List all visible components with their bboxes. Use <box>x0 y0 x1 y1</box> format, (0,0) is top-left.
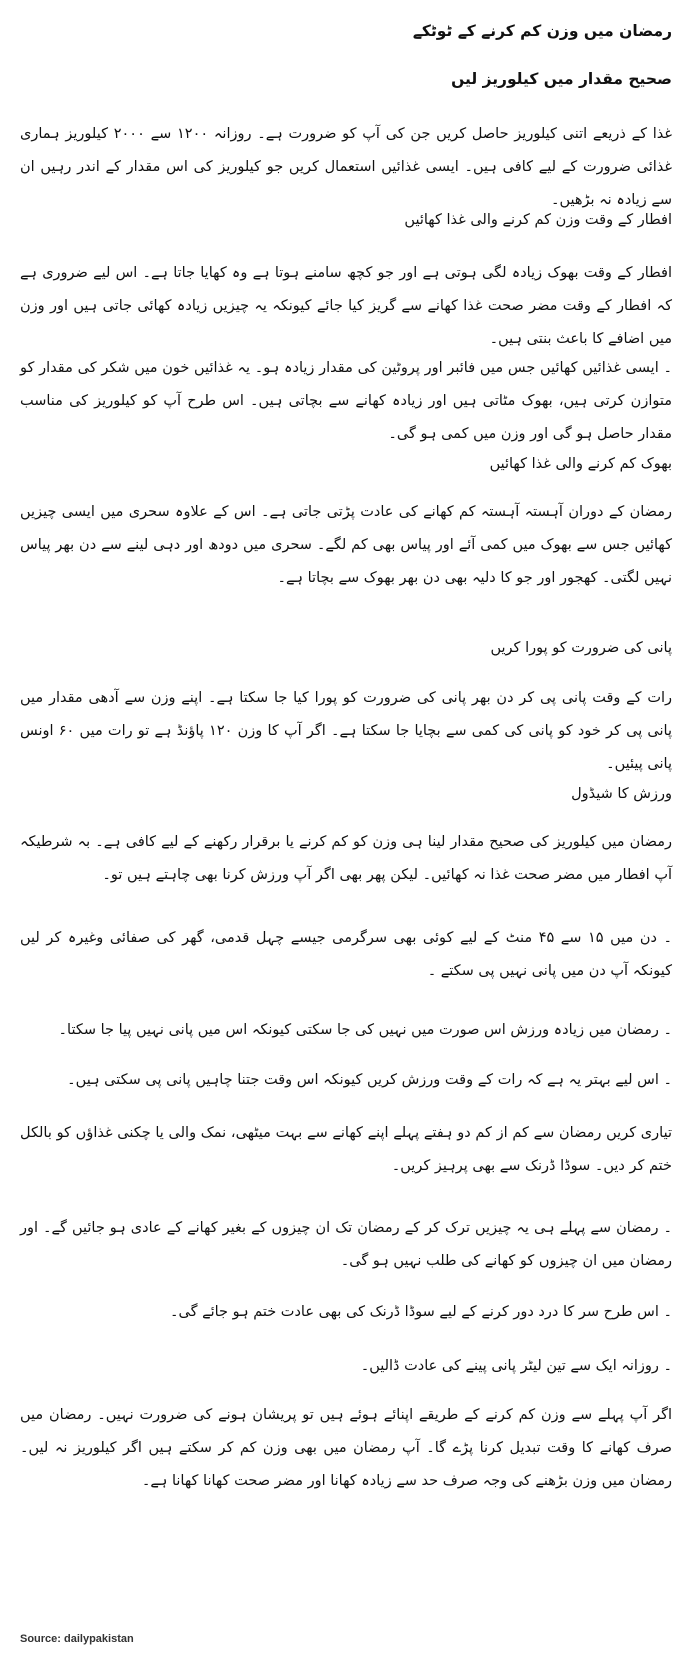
heading-water: پانی کی ضرورت کو پورا کریں <box>490 640 672 656</box>
paragraph-calories: غذا کے ذریعے اتنی کیلوریز حاصل کریں جن کی آپ کو ضرورت ہے۔ روزانہ ۱۲۰۰ سے ۲۰۰۰ کیلوریز ہماری غذائی ضرورت کے لیے کافی ہیں۔ ایسی غذائیں استعمال کریں جو کیلوریز کی اس مقدار کے اندر رہیں ان سے زیادہ نہ بڑھیں۔ <box>20 126 672 208</box>
article <box>20 0 672 1657</box>
article-title: رمضان میں وزن کم کرنے کے ٹوٹکے <box>412 22 672 40</box>
paragraph-conclusion: اگر آپ پہلے سے وزن کم کرنے کے طریقے اپنائے ہوئے ہیں تو پریشان ہونے کی ضرورت نہیں۔ رمضان میں صرف کھانے کا وقت تبدیل کرنا پڑے گا۔ آپ رمضان میں بھی وزن کم کر سکتے ہیں اگر کیلوریز نہ لیں۔ رمضان میں وزن بڑھنے کی وجہ صرف حد سے زیادہ کھانا اور مضر صحت کھانا کھانا ہے۔ <box>20 1407 672 1489</box>
heading-reduce-hunger: بھوک کم کرنے والی غذا کھائیں <box>489 456 672 472</box>
heading-iftar-food: افطار کے وقت وزن کم کرنے والی غذا کھائیں <box>404 212 672 228</box>
paragraph-activity: ۔ دن میں ۱۵ سے ۴۵ منٹ کے لیے کوئی بھی سرگرمی جیسے چہل قدمی، گھر کی صفائی وغیرہ کر لیں کیونکہ آپ دن میں پانی نہیں پی سکتے ۔ <box>20 930 672 979</box>
paragraph-no-heavy-exercise: ۔ رمضان میں زیادہ ورزش اس صورت میں نہیں کی جا سکتی کیونکہ اس میں پانی نہیں پیا جا سکتا۔ <box>58 1022 672 1038</box>
paragraph-preparation: تیاری کریں رمضان سے کم از کم دو ہفتے پہلے اپنے کھانے سے بہت میٹھی، نمک والی یا چکنی غذاؤں کو بالکل ختم کر دیں۔ سوڈا ڈرنک سے بھی پرہیز کریں۔ <box>20 1125 672 1174</box>
paragraph-sehri: رمضان کے دوران آہستہ آہستہ کم کھانے کی عادت پڑتی جاتی ہے۔ اس کے علاوہ سحری میں ایسی چیزیں کھائیں جس سے بھوک میں کمی آئے اور پیاس بھی کم لگے۔ سحری میں دودھ اور دہی لینے سے دن بھر پیاس نہیں لگتی۔ کھجور اور جو کا دلیہ بھی دن بھر بھوک سے بچاتا ہے۔ <box>20 504 672 586</box>
paragraph-habit: ۔ رمضان سے پہلے ہی یہ چیزیں ترک کر کے رمضان تک ان چیزوں کے بغیر کھانے کے عادی ہو جائیں گے۔ اور رمضان میں ان چیزوں کو کھانے کی طلب نہیں ہو گی۔ <box>20 1220 672 1269</box>
source-credit: Source: dailypakistan <box>20 1633 134 1645</box>
heading-exercise: ورزش کا شیڈول <box>571 786 672 802</box>
paragraph-headache: ۔ اس طرح سر کا درد دور کرنے کے لیے سوڈا ڈرنک کی بھی عادت ختم ہو جائے گی۔ <box>169 1304 672 1320</box>
paragraph-exercise: رمضان میں کیلوریز کی صحیح مقدار لینا ہی وزن کو کم کرنے یا برقرار رکھنے کے لیے کافی ہے۔ بہ شرطیکہ آپ افطار میں مضر صحت غذا نہ کھائیں۔ لیکن پھر بھی اگر آپ ورزش کرنا بھی چاہتے ہیں تو۔ <box>20 834 672 883</box>
paragraph-iftar-hunger: افطار کے وقت بھوک زیادہ لگی ہوتی ہے اور جو کچھ سامنے ہوتا ہے وہ کھایا جاتا ہے۔ اس لیے ضروری ہے کہ افطار کے وقت مضر صحت غذا کھانے سے گریز کیا جائے کیونکہ یہ چیزیں زیادہ کھائی جاتی ہیں اور وزن میں اضافے کا باعث بنتی ہیں۔ <box>20 265 672 347</box>
paragraph-daily-water: ۔ روزانہ ایک سے تین لیٹر پانی پینے کی عادت ڈالیں۔ <box>360 1358 672 1374</box>
paragraph-fiber-protein: ۔ ایسی غذائیں کھائیں جس میں فائبر اور پروٹین کی مقدار زیادہ ہو۔ یہ غذائیں خون میں شکر کی مقدار کو متوازن کرتی ہیں، بھوک مٹاتی ہیں اور زیادہ کھانے سے بچاتی ہیں۔ اس طرح آپ کو کیلوریز کی مناسب مقدار حاصل ہو گی اور وزن میں کمی ہو گی۔ <box>20 360 672 442</box>
article-subtitle: صحیح مقدار میں کیلوریز لیں <box>451 70 672 88</box>
paragraph-water: رات کے وقت پانی پی کر دن بھر پانی کی ضرورت کو پورا کیا جا سکتا ہے۔ اپنے وزن سے آدھی مقدار میں پانی پی کر خود کو پانی کی کمی سے بچایا جا سکتا ہے۔ اگر آپ کا وزن ۱۲۰ پاؤنڈ ہے تو رات میں ۶۰ اونس پانی پیئیں۔ <box>20 690 673 772</box>
paragraph-night-exercise: ۔ اس لیے بہتر یہ ہے کہ رات کے وقت ورزش کریں کیونکہ اس وقت جتنا چاہیں پانی پی سکتی ہیں۔ <box>67 1072 672 1088</box>
